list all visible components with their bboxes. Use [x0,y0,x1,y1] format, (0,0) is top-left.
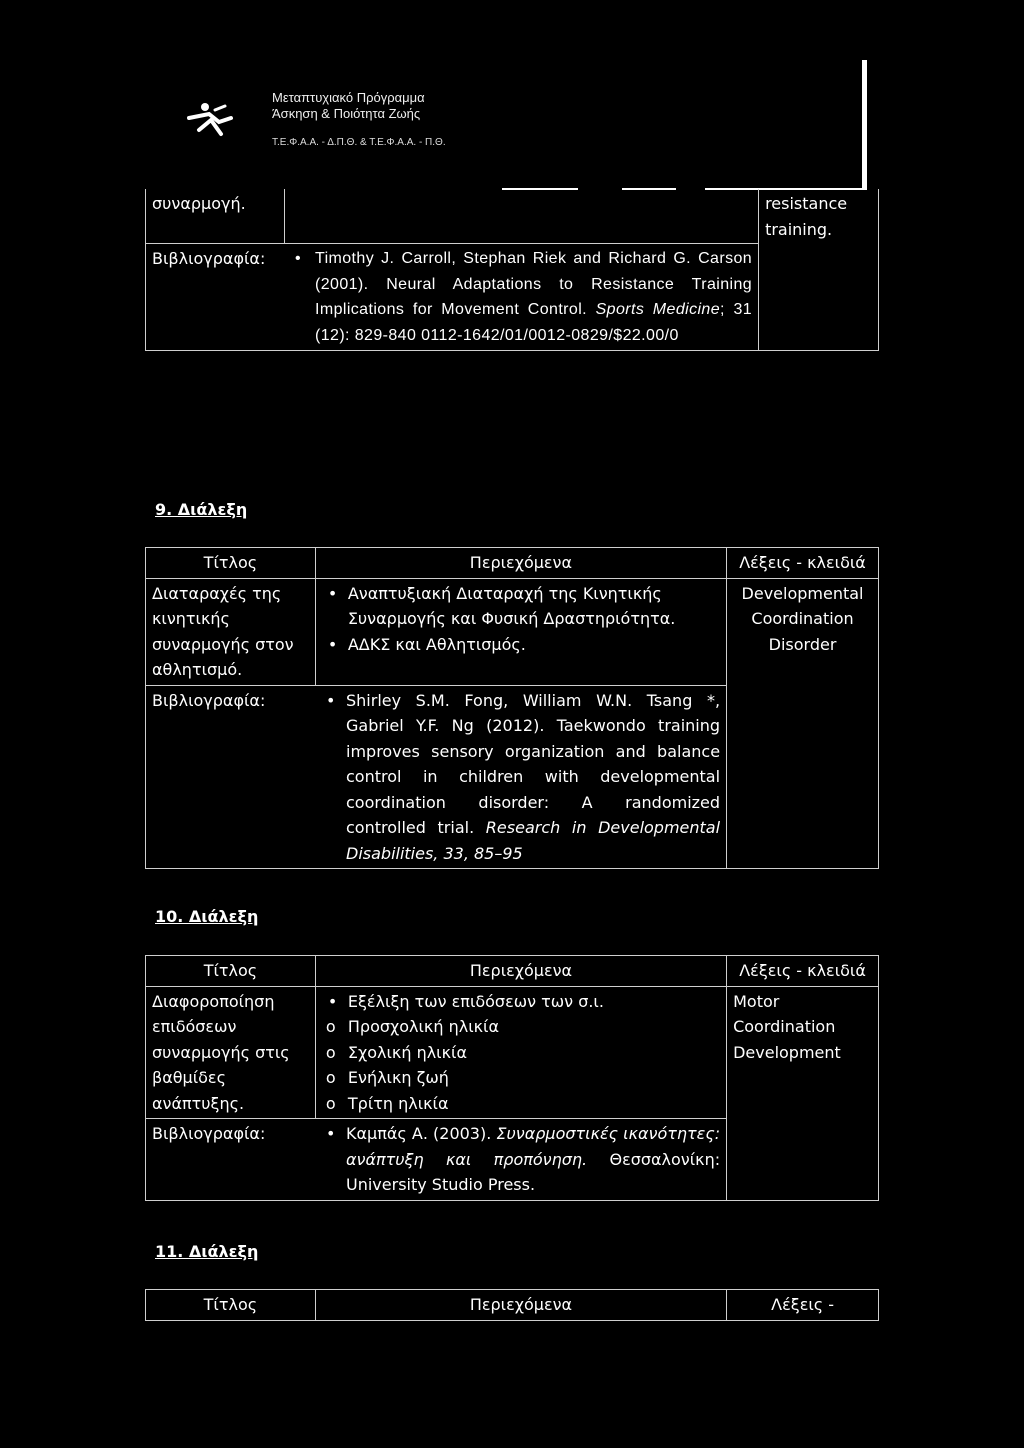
keywords-cell: Motor Coordination Development [727,986,879,1200]
sub-list-item: o Τρίτη ηλικία [348,1091,720,1117]
content-cell [315,578,726,685]
keywords-cell: resistance training. [759,189,879,351]
program-subtitle: Άσκηση & Ποιότητα Ζωής [272,106,421,121]
lecture-10-heading: 10. Διάλεξη [155,907,259,926]
bibliography-entry: • Καμπάς Α. (2003). Συναρμοστικές ικανότητες: ανάπτυξη και προπόνηση. Θεσσαλονίκη: University Studio Press. [346,1121,720,1198]
header-vertical-bar [862,60,867,190]
bibliography-cell [146,685,727,869]
keywords-cell: Developmental Coordination Disorder [727,578,879,869]
sub-list-item: o Ενήλικη ζωή [348,1065,720,1091]
content-cell [284,189,758,244]
sub-list-item: o Προσχολική ηλικία [348,1014,720,1040]
col-header-content: Περιεχόμενα [315,1290,726,1321]
content-cell [315,986,726,1119]
title-cell: Διαφοροποίηση επιδόσεων συναρμογής στις βαθμίδες ανάπτυξης. [146,986,316,1119]
logo-icon [185,100,235,140]
bibliography-label: Βιβλιογραφία: [152,1124,266,1143]
table-lecture9 [145,547,879,869]
col-header-keywords: Λέξεις - [727,1290,879,1321]
table-lecture11 [145,1289,879,1321]
col-header-keywords: Λέξεις - κλειδιά [727,548,879,579]
table-row [146,578,879,685]
lecture-9-heading: 9. Διάλεξη [155,500,248,519]
bibliography-cell [146,244,759,351]
title-cell: συναρμογή. [146,189,285,244]
col-header-title: Τίτλος [146,1290,316,1321]
program-institutions: Τ.Ε.Φ.Α.Α. - Δ.Π.Θ. & Τ.Ε.Φ.Α.Α. - Π.Θ. [272,137,446,148]
lecture-11-heading: 11. Διάλεξη [155,1242,259,1261]
list-item: • Εξέλιξη των επιδόσεων των σ.ι. [348,989,720,1015]
list-item: • Αναπτυξιακή Διαταραχή της Κινητικής Συναρμογής και Φυσική Δραστηριότητα. [348,581,720,632]
table-header-row [146,956,879,987]
list-item: • ΑΔΚΣ και Αθλητισμός. [348,632,720,658]
table-header-row [146,1290,879,1321]
col-header-title: Τίτλος [146,956,316,987]
bibliography-label: Βιβλιογραφία: [152,690,266,710]
bibliography-entry: • Timothy J. Carroll, Stephan Riek and Richard G. Carson (2001). Neural Adaptations to Resistance Training Implications for Movement Control. Sports Medicine; 31 (12): 829-840 0112-1642/01/0012-0829/$22.00/0 [315,246,752,348]
table-lecture10 [145,955,879,1201]
bibliography-label: Βιβλιογραφία: [152,249,266,268]
program-title: Μεταπτυχιακό Πρόγραμμα [272,90,425,105]
col-header-content: Περιεχόμενα [315,956,726,987]
table-lecture8-continued [145,189,879,351]
col-header-keywords: Λέξεις - κλειδιά [727,956,879,987]
table-row [146,986,879,1119]
table-row [146,189,879,244]
bibliography-cell [146,1119,727,1201]
col-header-content: Περιεχόμενα [315,548,726,579]
title-cell: Διαταραχές της κινητικής συναρμογής στον αθλητισμό. [146,578,316,685]
sub-list-item: o Σχολική ηλικία [348,1040,720,1066]
bibliography-entry: • Shirley S.M. Fong, William W.N. Tsang *, Gabriel Y.F. Ng (2012). Taekwondo training improves sensory organization and balance control in children with developmental coordination disorder: A randomized controlled trial. Research in Developmental Disabilities, 33, 85–95 [346,688,720,867]
col-header-title: Τίτλος [146,548,316,579]
table-header-row [146,548,879,579]
